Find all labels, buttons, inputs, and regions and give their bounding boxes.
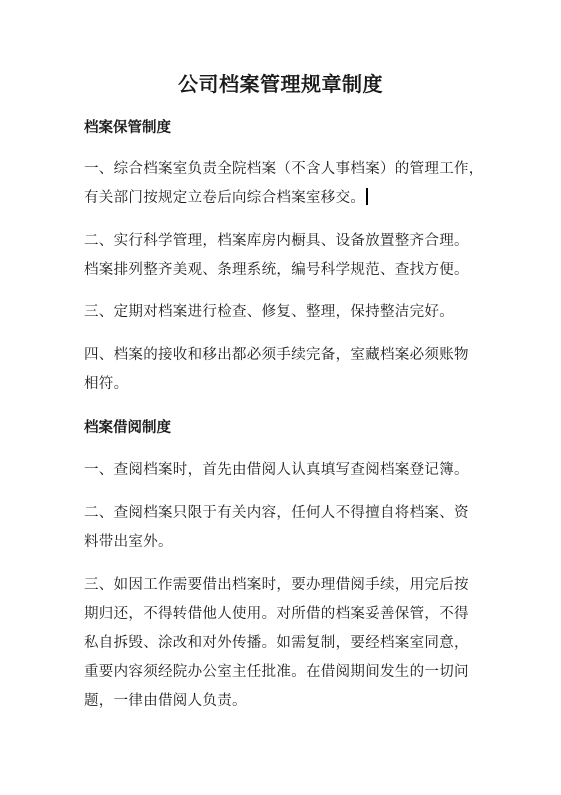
paragraph <box>84 571 484 716</box>
text-cursor <box>366 188 368 205</box>
text-line: 一、查阅档案时，首先由借阅人认真填写查阅档案登记簿。 <box>84 462 469 478</box>
section-heading-borrowing: 档案借阅制度 <box>84 420 171 436</box>
text-line: 三、定期对档案进行检查、修复、整理，保持整洁完好。 <box>84 304 454 320</box>
paragraph <box>84 456 484 485</box>
paragraph <box>84 155 484 213</box>
text-line: 重要内容须经院办公室主任批准。在借阅期间发生的一切问 <box>84 664 469 680</box>
document-title: 公司档案管理规章制度 <box>178 72 383 96</box>
section-heading-storage: 档案保管制度 <box>84 120 171 136</box>
text-line: 四、档案的接收和移出都必须手续完备，室藏档案必须账物 <box>84 347 469 363</box>
text-line: 有关部门按规定立卷后向综合档案室移交。 <box>84 184 484 213</box>
paragraph <box>84 499 484 557</box>
text-line: 二、实行科学管理，档案库房内橱具、设备放置整齐合理。 <box>84 233 469 249</box>
text-line: 私自拆毁、涂改和对外传播。如需复制，要经档案室同意， <box>84 635 469 651</box>
text-line: 二、查阅档案只限于有关内容，任何人不得擅自将档案、资 <box>84 505 469 521</box>
text-line: 相符。 <box>84 376 129 392</box>
text-line: 题，一律由借阅人负责。 <box>84 693 247 709</box>
paragraph <box>84 227 484 285</box>
text-line: 期归还，不得转借他人使用。对所借的档案妥善保管，不得 <box>84 606 469 622</box>
text-line: 档案排列整齐美观、条理系统，编号科学规范、查找方便。 <box>84 262 469 278</box>
paragraph <box>84 298 484 327</box>
text-line: 三、如因工作需要借出档案时，要办理借阅手续，用完后按 <box>84 577 469 593</box>
text-line: 料带出室外。 <box>84 534 173 550</box>
text-line: 一、综合档案室负责全院档案（不含人事档案）的管理工作， <box>84 161 484 177</box>
paragraph <box>84 341 484 399</box>
